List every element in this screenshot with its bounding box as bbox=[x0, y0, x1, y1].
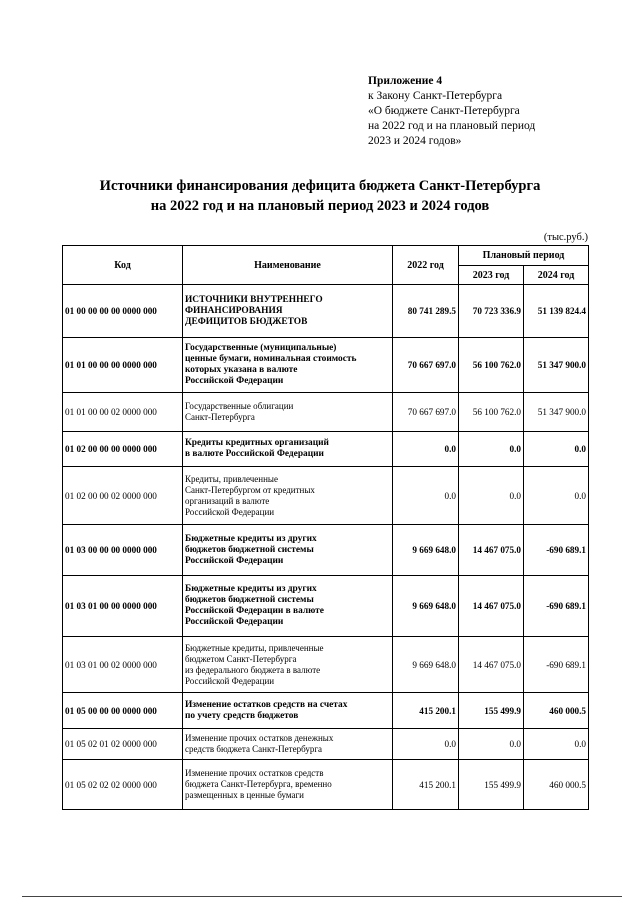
table-row bbox=[63, 393, 589, 432]
cell-name-line: в валюте Российской Федерации bbox=[185, 449, 324, 459]
annex-line: «О бюджете Санкт-Петербурга bbox=[368, 105, 520, 117]
cell-v2022: 80 741 289.5 bbox=[393, 285, 459, 338]
table-row bbox=[63, 338, 589, 393]
cell-name-line: бюджетом Санкт-Петербурга bbox=[185, 653, 297, 664]
cell-name bbox=[183, 393, 393, 432]
cell-v2024: -690 689.1 bbox=[524, 576, 589, 637]
cell-v2024: -690 689.1 bbox=[524, 525, 589, 576]
cell-name-line: Кредиты, привлеченные bbox=[185, 473, 278, 484]
table-body bbox=[63, 285, 589, 810]
sources-table bbox=[62, 245, 589, 810]
cell-v2024: 460 000.5 bbox=[524, 760, 589, 810]
cell-v2022: 70 667 697.0 bbox=[393, 393, 459, 432]
cell-name-line: ИСТОЧНИКИ ВНУТРЕННЕГО bbox=[185, 294, 323, 305]
header-code: Код bbox=[63, 246, 183, 285]
cell-v2024: 51 347 900.0 bbox=[524, 393, 589, 432]
cell-v2023: 14 467 075.0 bbox=[459, 576, 524, 637]
table-row bbox=[63, 729, 589, 760]
table-row bbox=[63, 467, 589, 525]
cell-name bbox=[183, 432, 393, 467]
cell-code: 01 01 00 00 02 0000 000 bbox=[63, 393, 183, 432]
cell-name bbox=[183, 525, 393, 576]
cell-name bbox=[183, 576, 393, 637]
cell-v2024: 0.0 bbox=[524, 467, 589, 525]
cell-name-line: по учету средств бюджетов bbox=[185, 710, 299, 721]
cell-name-line: Изменение прочих остатков средств bbox=[185, 768, 324, 778]
cell-v2024: 0.0 bbox=[524, 432, 589, 467]
table-row bbox=[63, 285, 589, 338]
cell-name-line: Изменение прочих остатков денежных bbox=[185, 733, 334, 743]
cell-name-line: Государственные облигации bbox=[185, 401, 294, 411]
header-plan-period: Плановый период bbox=[459, 246, 589, 266]
cell-v2022: 415 200.1 bbox=[393, 760, 459, 810]
cell-v2024: 51 347 900.0 bbox=[524, 338, 589, 393]
cell-name bbox=[183, 637, 393, 693]
cell-code: 01 05 00 00 00 0000 000 bbox=[63, 693, 183, 729]
cell-v2023: 0.0 bbox=[459, 432, 524, 467]
cell-v2022: 9 669 648.0 bbox=[393, 576, 459, 637]
bottom-rule bbox=[22, 896, 622, 897]
cell-v2023: 14 467 075.0 bbox=[459, 637, 524, 693]
table-row bbox=[63, 432, 589, 467]
cell-name-line: Бюджетные кредиты из других bbox=[185, 584, 317, 594]
cell-name-line: Российской Федерации bbox=[185, 376, 284, 386]
unit-label: (тыс.руб.) bbox=[543, 232, 588, 243]
cell-name-line: ФИНАНСИРОВАНИЯ bbox=[185, 305, 283, 316]
cell-v2024: -690 689.1 bbox=[524, 637, 589, 693]
cell-name-line: бюджетов бюджетной системы bbox=[185, 595, 314, 605]
annex-heading: Приложение 4 bbox=[368, 75, 443, 87]
cell-v2022: 0.0 bbox=[393, 729, 459, 760]
cell-v2022: 70 667 697.0 bbox=[393, 338, 459, 393]
header-2022: 2022 год bbox=[393, 246, 459, 285]
cell-name-line: которых указана в валюте bbox=[185, 365, 298, 375]
cell-name-line: Российской Федерации bbox=[185, 675, 275, 686]
cell-name-line: Российской Федерации bbox=[185, 506, 275, 517]
table-row bbox=[63, 637, 589, 693]
annex-line: на 2022 год и на плановый период bbox=[368, 120, 536, 132]
cell-v2023: 70 723 336.9 bbox=[459, 285, 524, 338]
cell-v2023: 0.0 bbox=[459, 729, 524, 760]
cell-v2024: 0.0 bbox=[524, 729, 589, 760]
cell-code: 01 03 01 00 00 0000 000 bbox=[63, 576, 183, 637]
cell-code: 01 05 02 02 02 0000 000 bbox=[63, 760, 183, 810]
cell-name-line: Кредиты кредитных организаций bbox=[185, 438, 329, 448]
cell-v2022: 415 200.1 bbox=[393, 693, 459, 729]
cell-name-line: Изменение остатков средств на счетах bbox=[185, 699, 348, 710]
cell-name-line: Государственные (муниципальные) bbox=[185, 343, 337, 353]
cell-name-line: организаций в валюте bbox=[185, 495, 270, 506]
cell-name bbox=[183, 693, 393, 729]
document-title bbox=[40, 176, 600, 216]
table-row bbox=[63, 760, 589, 810]
cell-name-line: из федерального бюджета в валюте bbox=[185, 664, 321, 675]
cell-name-line: средств бюджета Санкт-Петербурга bbox=[185, 744, 323, 754]
annex-line: к Закону Санкт-Петербурга bbox=[368, 90, 503, 102]
cell-v2024: 460 000.5 bbox=[524, 693, 589, 729]
header-2024: 2024 год bbox=[524, 266, 589, 285]
cell-name-line: Бюджетные кредиты, привлеченные bbox=[185, 642, 324, 653]
cell-name-line: бюджета Санкт-Петербурга, временно bbox=[185, 779, 332, 789]
table-row bbox=[63, 525, 589, 576]
cell-code: 01 03 01 00 02 0000 000 bbox=[63, 637, 183, 693]
cell-code: 01 05 02 01 02 0000 000 bbox=[63, 729, 183, 760]
cell-name bbox=[183, 285, 393, 338]
cell-name-line: Санкт-Петербурга bbox=[185, 412, 255, 422]
cell-code: 01 01 00 00 00 0000 000 bbox=[63, 338, 183, 393]
cell-v2023: 0.0 bbox=[459, 467, 524, 525]
cell-v2023: 56 100 762.0 bbox=[459, 393, 524, 432]
cell-name-line: Санкт-Петербургом от кредитных bbox=[185, 484, 315, 495]
cell-v2023: 155 499.9 bbox=[459, 760, 524, 810]
header-name: Наименование bbox=[183, 246, 393, 285]
cell-name-line: Российской Федерации bbox=[185, 555, 284, 566]
cell-name bbox=[183, 338, 393, 393]
cell-code: 01 03 00 00 00 0000 000 bbox=[63, 525, 183, 576]
cell-name-line: ценные бумаги, номинальная стоимость bbox=[185, 354, 357, 364]
cell-name-line: бюджетов бюджетной системы bbox=[185, 544, 314, 555]
cell-name-line: Российской Федерации в валюте bbox=[185, 606, 324, 616]
cell-v2022: 0.0 bbox=[393, 467, 459, 525]
title-line: Источники финансирования дефицита бюджета Санкт-Петербурга bbox=[99, 178, 541, 194]
cell-code: 01 02 00 00 00 0000 000 bbox=[63, 432, 183, 467]
cell-code: 01 00 00 00 00 0000 000 bbox=[63, 285, 183, 338]
cell-name bbox=[183, 729, 393, 760]
title-line: на 2022 год и на плановый период 2023 и 2024 годов bbox=[150, 198, 490, 214]
annex-block bbox=[368, 74, 608, 149]
cell-name-line: размещенных в ценные бумаги bbox=[185, 790, 304, 800]
table-row bbox=[63, 693, 589, 729]
table-row bbox=[63, 576, 589, 637]
cell-v2022: 0.0 bbox=[393, 432, 459, 467]
cell-v2022: 9 669 648.0 bbox=[393, 525, 459, 576]
cell-code: 01 02 00 00 02 0000 000 bbox=[63, 467, 183, 525]
cell-v2022: 9 669 648.0 bbox=[393, 637, 459, 693]
cell-v2023: 56 100 762.0 bbox=[459, 338, 524, 393]
cell-name-line: Российской Федерации bbox=[185, 617, 284, 627]
header-2023: 2023 год bbox=[459, 266, 524, 285]
cell-name-line: ДЕФИЦИТОВ БЮДЖЕТОВ bbox=[185, 316, 308, 327]
cell-v2024: 51 139 824.4 bbox=[524, 285, 589, 338]
annex-line: 2023 и 2024 годов» bbox=[368, 135, 462, 147]
cell-v2023: 155 499.9 bbox=[459, 693, 524, 729]
cell-name bbox=[183, 467, 393, 525]
cell-v2023: 14 467 075.0 bbox=[459, 525, 524, 576]
cell-name-line: Бюджетные кредиты из других bbox=[185, 533, 317, 544]
cell-name bbox=[183, 760, 393, 810]
